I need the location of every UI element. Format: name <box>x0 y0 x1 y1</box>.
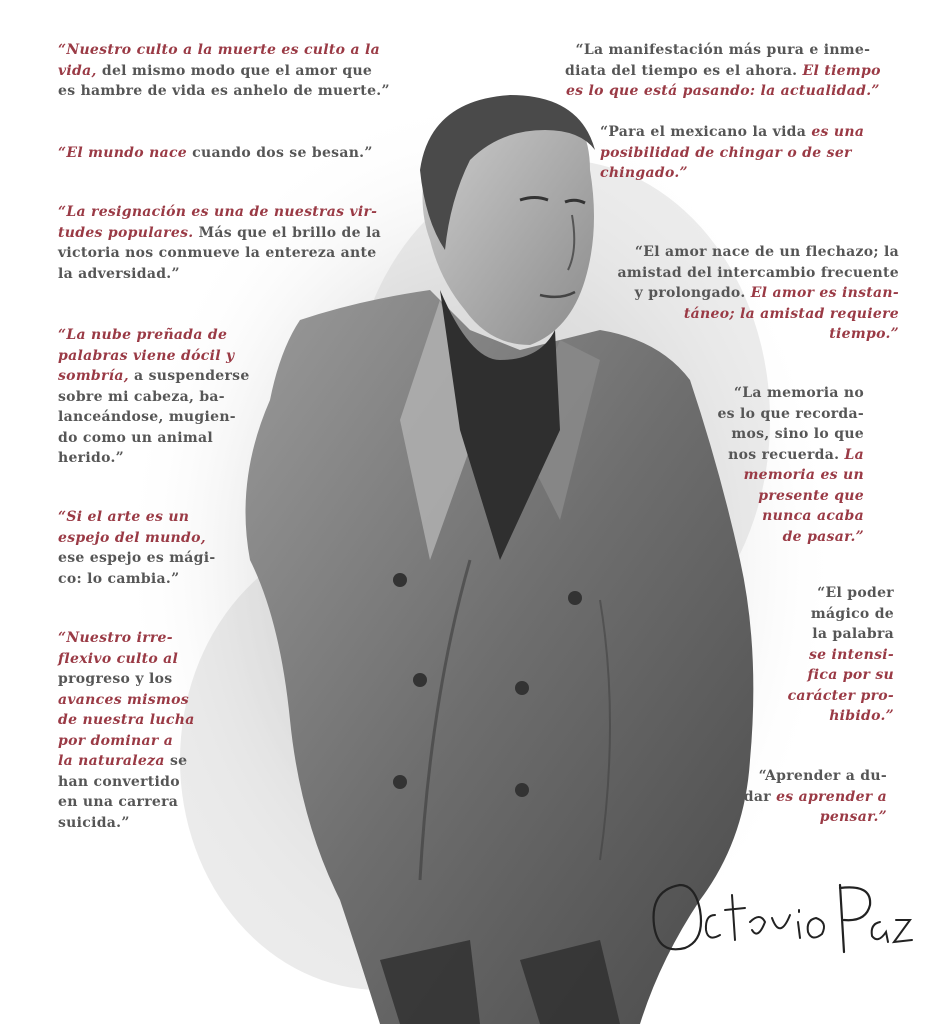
quote-line <box>717 445 864 466</box>
quote-line <box>717 527 864 548</box>
quote-highlight-text: se intensi- <box>808 646 894 663</box>
quote-highlight-text: “Nuestro irre- <box>58 630 173 646</box>
quote-text: mos, sino lo que <box>731 426 864 442</box>
quote-line <box>58 366 250 387</box>
quote-line <box>565 81 881 102</box>
quote-text: “La memoria no <box>733 385 864 401</box>
quote-line <box>58 649 195 670</box>
quote-line <box>58 731 195 752</box>
quote-text: dar <box>743 788 771 805</box>
quote-highlight-text: avances mismos <box>58 691 189 708</box>
quote-text: sobre mi cabeza, ba- <box>58 388 225 405</box>
quote-text: a suspenderse <box>128 368 250 384</box>
quote-highlight-text: fica por su <box>807 667 894 683</box>
quote-line <box>58 448 250 469</box>
quote-line <box>58 81 390 102</box>
quote-text: cuando dos se besan.” <box>186 145 373 161</box>
quote-highlight-text: “La nube preñada de <box>58 327 228 343</box>
quote-highlight-text: nunca acaba <box>762 508 864 524</box>
quote-7 <box>565 40 881 102</box>
quote-line <box>58 628 195 649</box>
quote-line <box>58 569 216 590</box>
quote-highlight-text: la naturaleza <box>58 753 165 769</box>
quote-line <box>600 143 864 164</box>
quote-highlight-text: “El mundo nace <box>58 145 187 161</box>
quote-line <box>58 710 195 731</box>
quote-text: mágico de <box>810 605 894 622</box>
quote-line <box>788 624 894 645</box>
quote-highlight-text: por dominar a <box>58 732 174 749</box>
quote-highlight-text: flexivo culto al <box>58 650 179 667</box>
quote-line <box>58 772 195 793</box>
quote-highlight-text: de pasar.” <box>782 528 864 545</box>
quote-line <box>58 528 216 549</box>
quote-line <box>717 383 864 404</box>
quote-highlight-text: es una <box>806 124 865 140</box>
quote-line <box>58 143 373 164</box>
quote-line <box>744 807 887 828</box>
quote-highlight-text: sombría, <box>58 368 129 384</box>
quote-1 <box>58 40 390 102</box>
quote-6 <box>58 628 195 833</box>
quote-line <box>600 163 864 184</box>
quote-line <box>617 324 899 345</box>
quote-text: nos recuerda. <box>728 446 840 463</box>
quote-text: es hambre de vida es anhelo de muerte.” <box>58 83 390 99</box>
quote-text: victoria nos conmueve la entereza ante <box>58 245 377 261</box>
quote-line <box>717 506 864 527</box>
quote-highlight-text: táneo; la amistad requiere <box>683 305 899 322</box>
quote-line <box>58 325 250 346</box>
quote-text: la adversidad.” <box>58 265 180 282</box>
quote-text: en una carrera <box>58 794 179 810</box>
quote-5 <box>58 507 216 589</box>
quote-highlight-text: La <box>839 446 864 463</box>
quote-10 <box>717 383 864 547</box>
quote-line <box>58 428 250 449</box>
quote-text: del mismo modo que el amor que <box>96 62 373 79</box>
quote-highlight-text: chingado.” <box>600 165 688 181</box>
quote-line <box>717 486 864 507</box>
quote-line <box>58 548 216 569</box>
quote-line <box>58 346 250 367</box>
quote-line <box>617 283 899 304</box>
quote-line <box>58 751 195 772</box>
quote-line <box>600 122 864 143</box>
quote-highlight-text: hibido.” <box>829 708 894 724</box>
quote-text: han convertido <box>58 773 180 790</box>
quote-line <box>58 202 381 223</box>
quote-line <box>58 223 381 244</box>
quote-line <box>788 583 894 604</box>
quote-line <box>788 706 894 727</box>
quote-text: amistad del intercambio frecuente <box>617 264 899 281</box>
quote-text: do como un animal <box>58 429 213 446</box>
quote-highlight-text: El amor es instan- <box>745 285 899 301</box>
quote-highlight-text: espejo del mundo, <box>58 529 206 546</box>
quote-line <box>58 264 381 285</box>
quote-line <box>58 407 250 428</box>
quote-highlight-text: “Si el arte es un <box>58 509 190 525</box>
quote-line <box>788 645 894 666</box>
quote-text: “El amor nace de un flechazo; la <box>634 244 899 260</box>
quote-text: herido.” <box>58 450 124 466</box>
quote-text: co: lo cambia.” <box>58 570 180 587</box>
quote-11 <box>788 583 894 727</box>
quote-line <box>565 61 881 82</box>
quote-line <box>717 465 864 486</box>
quote-line <box>58 669 195 690</box>
quote-line <box>58 387 250 408</box>
quote-text: diata del tiempo es el ahora. <box>565 62 798 79</box>
quote-line <box>617 242 899 263</box>
quote-2 <box>58 143 373 164</box>
quote-text: “La manifestación más pura e inme- <box>575 42 871 58</box>
quote-text: lanceándose, mugien- <box>58 409 236 425</box>
quote-text: suicida.” <box>58 814 130 831</box>
quote-8 <box>600 122 864 184</box>
quote-highlight-text: presente que <box>758 487 864 504</box>
quote-line <box>565 40 881 61</box>
quote-highlight-text: de nuestra lucha <box>58 712 195 728</box>
quote-line <box>717 424 864 445</box>
quote-highlight-text: es lo que está pasando: la actualidad.” <box>565 83 880 99</box>
quote-line <box>58 690 195 711</box>
quote-line <box>58 813 195 834</box>
quote-text: Más que el brillo de la <box>193 224 381 241</box>
signature <box>640 860 920 970</box>
quote-line <box>744 787 887 808</box>
quote-text: la palabra <box>812 626 894 642</box>
quote-highlight-text: vida, <box>58 62 97 79</box>
quote-highlight-text: memoria es un <box>743 467 864 483</box>
quote-line <box>788 686 894 707</box>
quote-line <box>58 61 390 82</box>
quote-line <box>788 604 894 625</box>
quote-line <box>744 766 887 787</box>
quote-highlight-text: “Nuestro culto a la muerte es culto a la <box>58 42 381 58</box>
quote-line <box>58 507 216 528</box>
quote-highlight-text: es aprender a <box>770 788 887 805</box>
quote-line <box>58 40 390 61</box>
quote-text: “El poder <box>817 585 894 601</box>
quote-text: ese espejo es mági- <box>58 550 216 566</box>
quote-line <box>617 304 899 325</box>
quote-highlight-text: carácter pro- <box>787 687 894 704</box>
quote-3 <box>58 202 381 284</box>
quote-highlight-text: posibilidad de chingar o de ser <box>600 144 852 161</box>
quote-line <box>717 404 864 425</box>
quote-text: y prolongado. <box>634 285 746 301</box>
quote-highlight-text: “La resignación es una de nuestras vir- <box>58 204 378 220</box>
quote-line <box>58 243 381 264</box>
quote-line <box>617 263 899 284</box>
quote-highlight-text: El tiempo <box>797 62 881 79</box>
quote-highlight-text: pensar.” <box>819 809 887 825</box>
quote-highlight-text: tudes populares. <box>58 224 194 241</box>
quote-9 <box>617 242 899 345</box>
quote-12 <box>744 766 887 828</box>
quote-line <box>788 665 894 686</box>
quote-text: progreso y los <box>58 671 173 687</box>
quote-text: se <box>164 753 188 769</box>
quote-4 <box>58 325 250 469</box>
quote-text: “Para el mexicano la vida <box>600 124 807 140</box>
quote-text: “Aprender a du- <box>758 768 887 784</box>
quote-line <box>58 792 195 813</box>
quote-text: es lo que recorda- <box>717 405 864 422</box>
quote-highlight-text: palabras viene dócil y <box>58 347 235 364</box>
quote-highlight-text: tiempo.” <box>829 326 899 342</box>
